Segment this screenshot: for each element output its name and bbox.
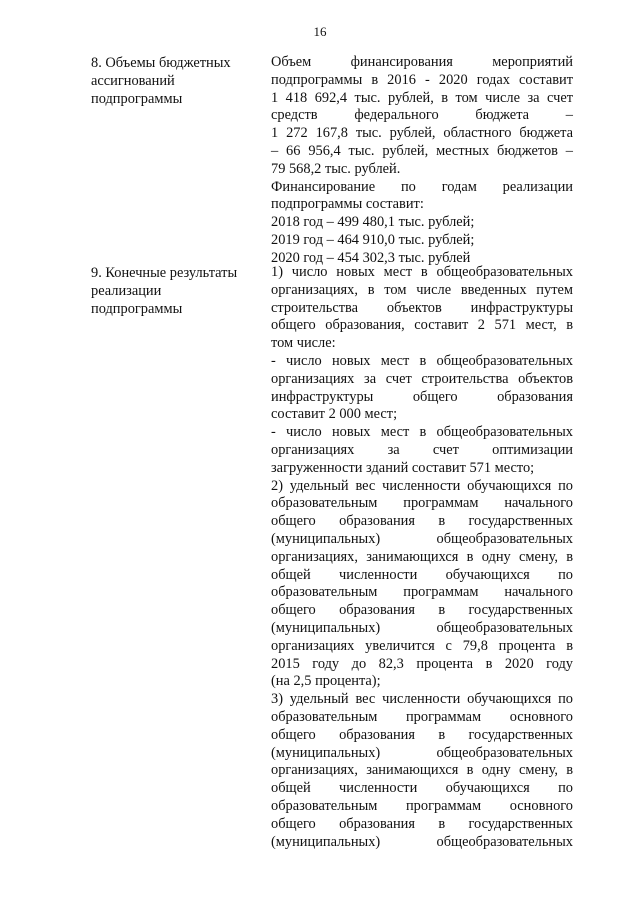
content-line: 2018 год – 499 480,1 тыс. рублей;: [271, 214, 475, 231]
content-line: загруженности зданий составит 571 место;: [271, 459, 535, 476]
content-line: общего образования в государственных: [271, 602, 573, 619]
content-line: подпрограммы в 2016 - 2020 годах составит: [271, 71, 573, 88]
content-line: организациях за счет строительства объектов: [271, 370, 573, 387]
content-line: 2020 год – 454 302,3 тыс. рублей: [271, 249, 471, 266]
content-line: том числе:: [271, 335, 336, 352]
content-line: образовательным программам основного: [271, 708, 573, 725]
content-line: образовательным программам начального: [271, 584, 573, 601]
content-line: образовательным программам начального: [271, 495, 573, 512]
content-line: общего образования, составит 2 571 мест, в: [271, 317, 573, 334]
content-line: 3) удельный вес численности обучающихся по: [271, 691, 573, 708]
page-number: 16: [313, 24, 327, 39]
content-line: - число новых мест в общеобразовательных: [271, 424, 573, 441]
content-line: организациях, занимающихся в одну смену, в: [271, 762, 573, 779]
content-line: строительства объектов инфраструктуры: [271, 299, 573, 316]
content-line: 2) удельный вес численности обучающихся по: [271, 477, 573, 494]
content-line: Объем финансирования мероприятий: [271, 54, 573, 70]
content-line: 79 568,2 тыс. рублей.: [271, 160, 401, 177]
content-line: организациях, занимающихся в одну смену, в: [271, 548, 573, 565]
content-line: (муниципальных) общеобразовательных: [271, 619, 573, 636]
row-label: 8. Объемы бюджетных ассигнований подпрограммы: [91, 55, 231, 107]
content-line: общего образования в государственных: [271, 726, 573, 743]
row-label: 9. Конечные результаты реализации подпрограммы: [91, 265, 238, 317]
content-line: (на 2,5 процента);: [271, 673, 381, 690]
content-line: организациях, в том числе введенных путем: [271, 281, 573, 298]
content-line: Финансирование по годам реализации: [271, 178, 573, 195]
content-line: 1) число новых мест в общеобразовательных: [271, 264, 573, 280]
content-line: образовательным программам основного: [271, 797, 573, 814]
content-line: - число новых мест в общеобразовательных: [271, 352, 573, 369]
content-line: общего образования в государственных: [271, 513, 573, 530]
content-line: 1 418 692,4 тыс. рублей, в том числе за счет: [271, 89, 573, 106]
row-content: [271, 54, 573, 268]
content-line: 2019 год – 464 910,0 тыс. рублей;: [271, 231, 475, 248]
content-line: составит 2 000 мест;: [271, 406, 398, 423]
content-line: (муниципальных) общеобразовательных: [271, 833, 573, 850]
content-line: общей численности обучающихся по: [271, 566, 573, 583]
content-line: общей численности обучающихся по: [271, 780, 573, 797]
content-line: (муниципальных) общеобразовательных: [271, 530, 573, 547]
content-line: подпрограммы составит:: [271, 196, 424, 213]
content-line: организациях увеличится с 79,8 процента в: [271, 637, 573, 654]
row-content: [271, 264, 573, 851]
content-line: (муниципальных) общеобразовательных: [271, 744, 573, 761]
content-line: общего образования в государственных: [271, 815, 573, 832]
content-line: 1 272 167,8 тыс. рублей, областного бюджета: [271, 125, 573, 142]
content-line: средств федерального бюджета –: [271, 107, 573, 124]
content-line: – 66 956,4 тыс. рублей, местных бюджетов –: [271, 142, 573, 159]
content-line: инфраструктуры общего образования: [271, 388, 573, 405]
content-line: 2015 году до 82,3 процента в 2020 году: [271, 655, 573, 672]
content-line: организациях за счет оптимизации: [271, 441, 573, 458]
